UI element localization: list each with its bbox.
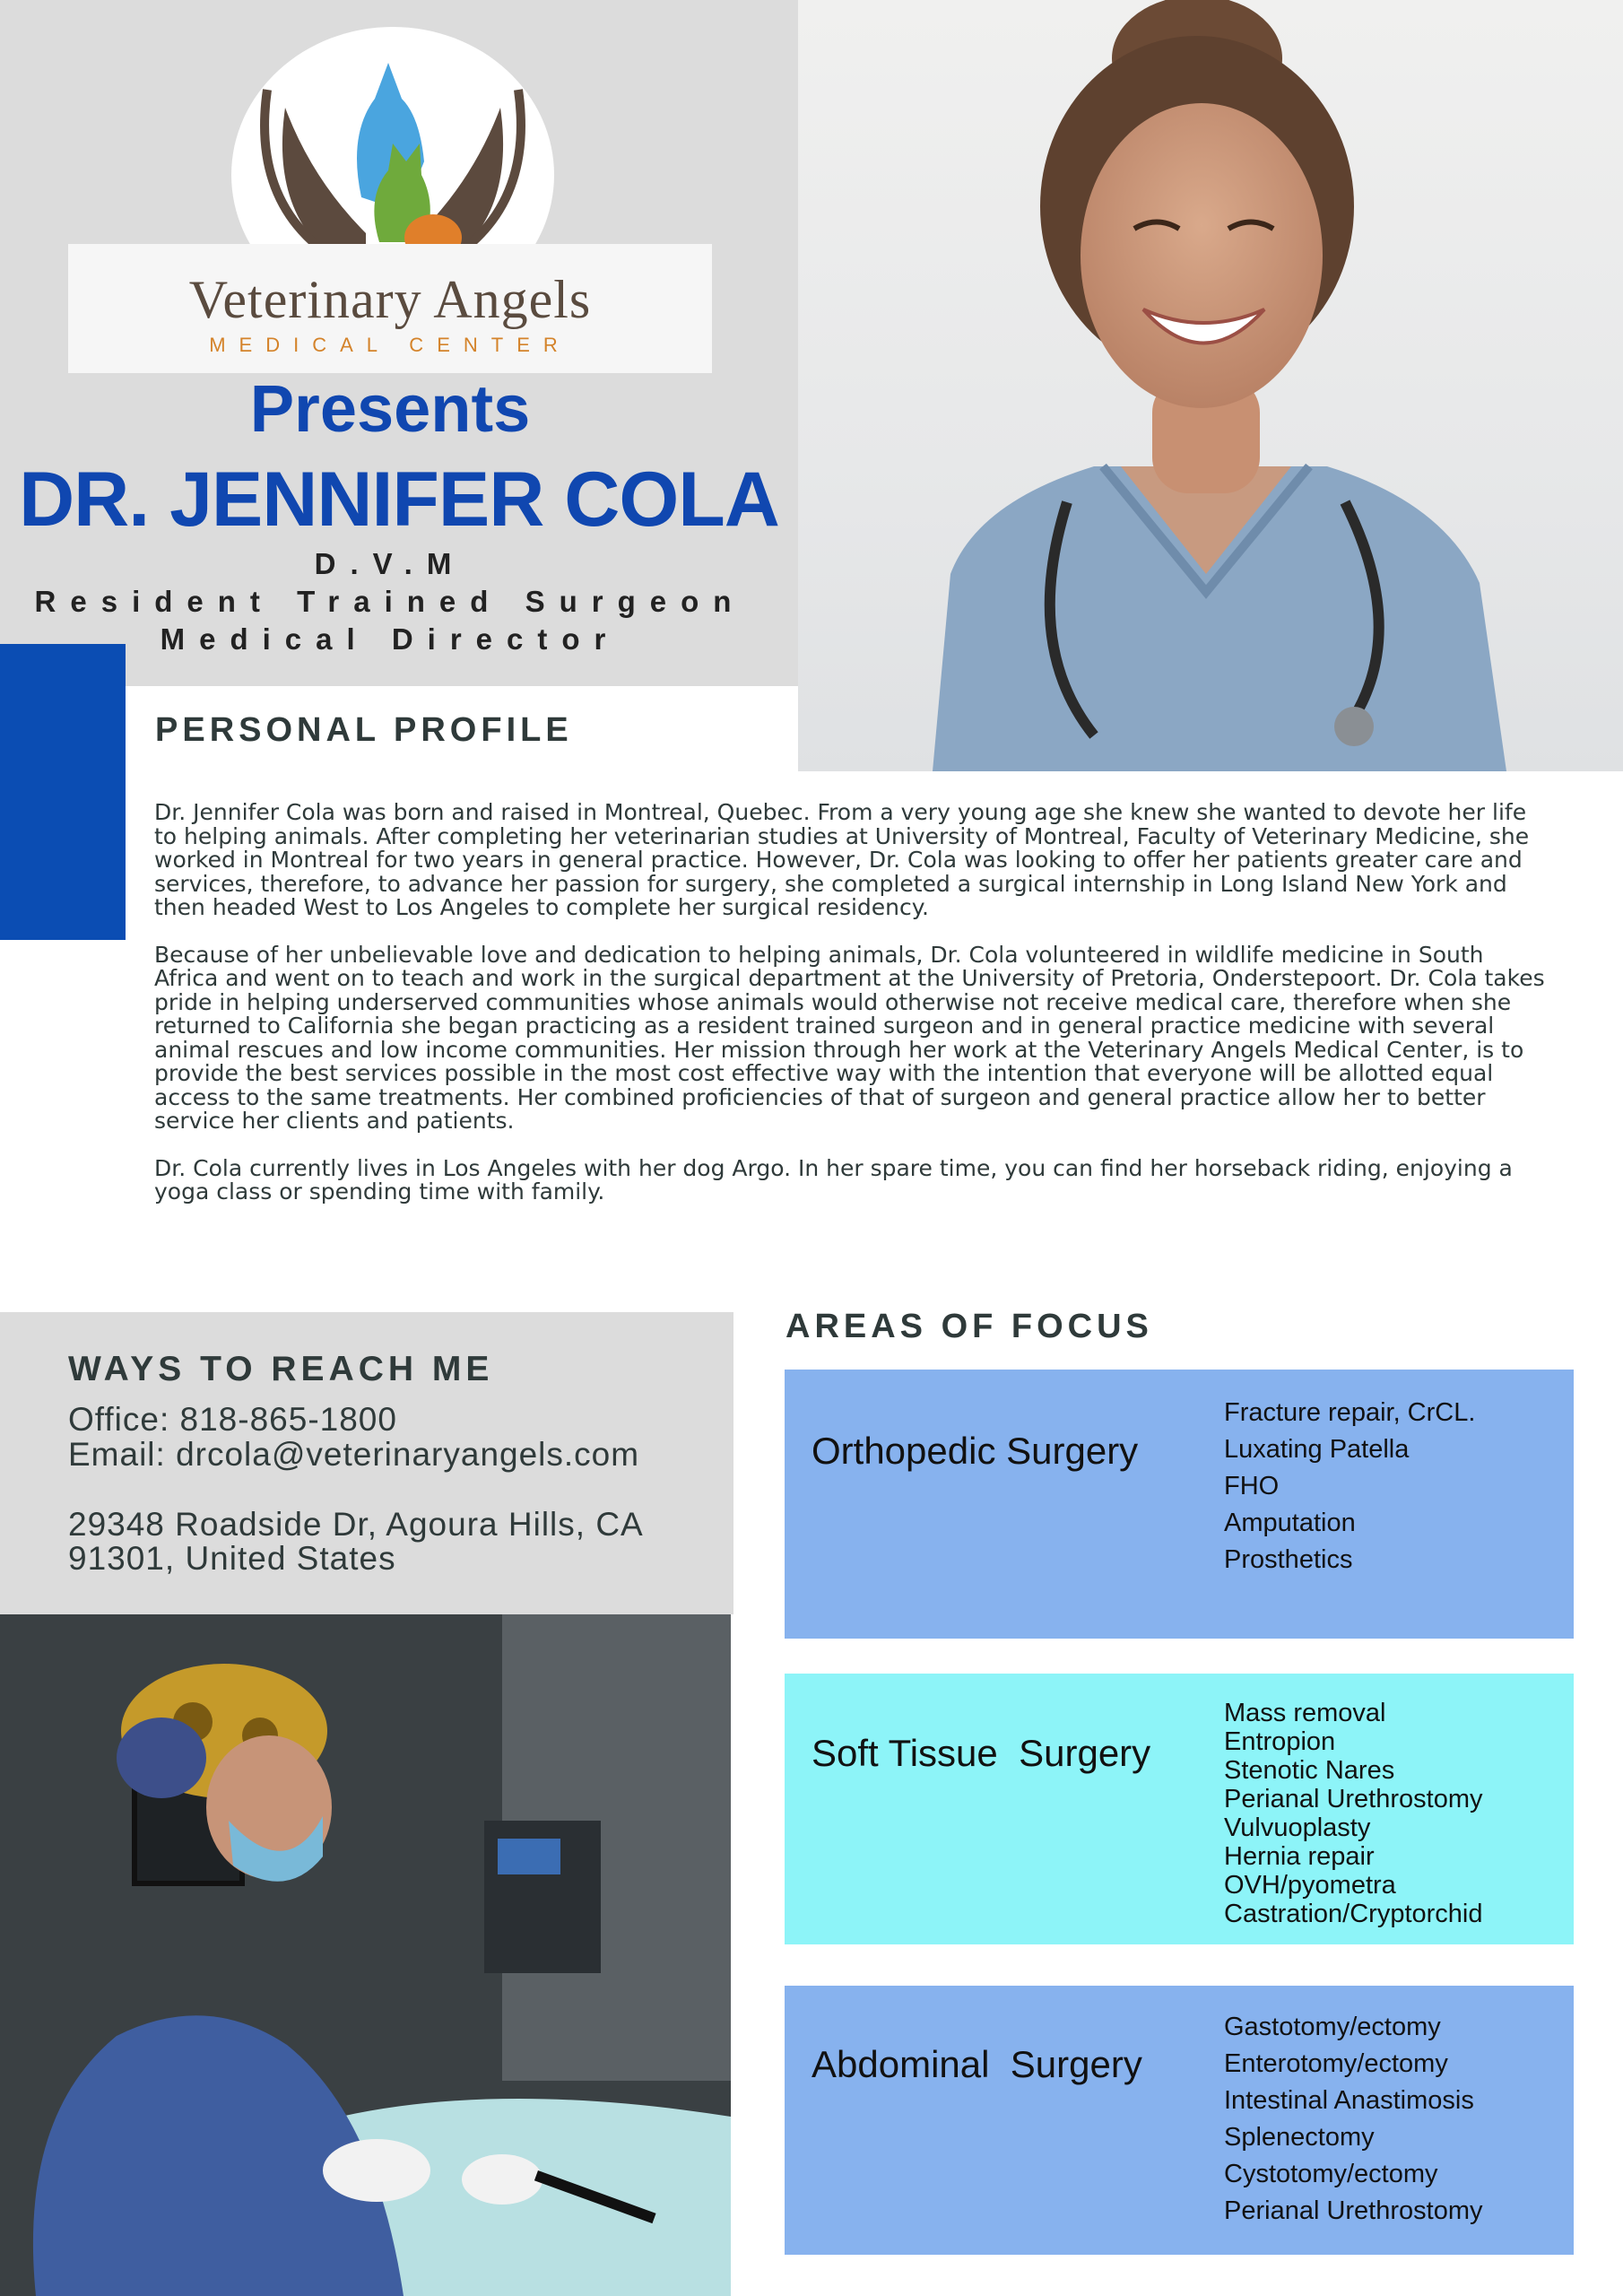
credential-role: Medical Director [160,622,621,656]
contact-address-line1: 29348 Roadside Dr, Agoura Hills, CA [68,1506,644,1543]
focus-item: Fracture repair, CrCL. [1224,1398,1476,1427]
profile-paragraph: Because of her unbelievable love and dedication to helping animals, Dr. Cola volunteered in wildlife medicine in South Africa and went on to teach and work in the surgical department at the University of Pretoria, Onderstepoort. Dr. Cola takes pride in helping underserved communities whose animals would otherwise not receive medical care, therefore when she returned to California she began practicing as a resident trained surgeon and in general practice medicine with several animal rescues and low income communities. Her mission through her work at the Veterinary Angels Medical Center, is to provide the best services possible in the most cost effective way with the intention that everyone will be allotted equal access to the same treatments. Her combined proficiencies of that of surgeon and general practice allow her to better service her clients and patients. [154,941,1545,1134]
contact-address-line2: 91301, United States [68,1540,396,1577]
focus-item: Perianal Urethrostomy [1224,1785,1483,1813]
focus-item: Prosthetics [1224,1545,1353,1574]
credential-degree: D.V.M [314,547,466,580]
contact-heading: WAYS TO REACH ME [68,1350,494,1388]
focus-item: Splenectomy [1224,2123,1375,2152]
focus-card-abdominal [785,1986,1574,2255]
focus-list [1224,1699,1483,1928]
portrait-illustration [798,0,1623,771]
focus-item: Amputation [1224,1509,1356,1537]
profile-body [154,801,1549,1228]
profile-heading: PERSONAL PROFILE [155,711,573,749]
focus-item: Intestinal Anastimosis [1224,2086,1474,2115]
accent-bar [0,644,126,940]
focus-item: Perianal Urethrostomy [1224,2196,1483,2225]
surgery-illustration [0,1614,731,2296]
focus-item: Enterotomy/ectomy [1224,2049,1448,2078]
focus-title: Soft Tissue Surgery [812,1732,1151,1774]
focus-item: Vulvuoplasty [1224,1813,1371,1842]
profile-paragraph: Dr. Jennifer Cola was born and raised in Montreal, Quebec. From a very young age she knew she wanted to devote her life to helping animals. After completing her veterinarian studies at University of Montreal, Faculty of Veterinary Medicine, she worked in Montreal for two years in general practice. However, Dr. Cola was looking to offer her patients greater care and services, therefore, to advance her passion for surgery, she completed a surgical internship in Long Island New York and then headed West to Los Angeles to complete her surgical residency. [154,799,1530,920]
focus-item: Luxating Patella [1224,1435,1410,1464]
focus-title: Abdominal Surgery [812,2043,1142,2085]
focus-title: Orthopedic Surgery [812,1430,1139,1472]
brand-name: Veterinary Angels [188,270,592,329]
focus-card-soft-tissue [785,1674,1574,1944]
focus-item: OVH/pyometra [1224,1871,1396,1900]
focus-item: Mass removal [1224,1699,1386,1727]
doctor-name: DR. JENNIFER COLA [19,457,779,543]
focus-item: Cystotomy/ectomy [1224,2160,1438,2188]
contact-phone: Office: 818-865-1800 [68,1401,397,1438]
focus-item: FHO [1224,1472,1280,1500]
focus-item: Stenotic Nares [1224,1756,1395,1785]
focus-item: Hernia repair [1224,1842,1375,1871]
credential-title: Resident Trained Surgeon [34,585,746,618]
surgery-photo [0,1614,731,2296]
focus-item: Gastotomy/ectomy [1224,2013,1441,2041]
focus-heading: AREAS OF FOCUS [785,1308,1153,1345]
presents-label: Presents [249,371,531,446]
focus-card-orthopedic [785,1370,1574,1639]
brand-subtitle: MEDICAL CENTER [209,334,571,356]
contact-email: Email: drcola@veterinaryangels.com [68,1436,640,1473]
focus-item: Castration/Cryptorchid [1224,1900,1483,1928]
doctor-portrait-photo [798,0,1623,771]
focus-list [1224,1395,1475,1578]
focus-item: Entropion [1224,1727,1336,1756]
profile-paragraph: Dr. Cola currently lives in Los Angeles with her dog Argo. In her spare time, you can find her horseback riding, enjoying a yoga class or spending time with family. [154,1154,1513,1205]
focus-list [1224,2009,1483,2230]
